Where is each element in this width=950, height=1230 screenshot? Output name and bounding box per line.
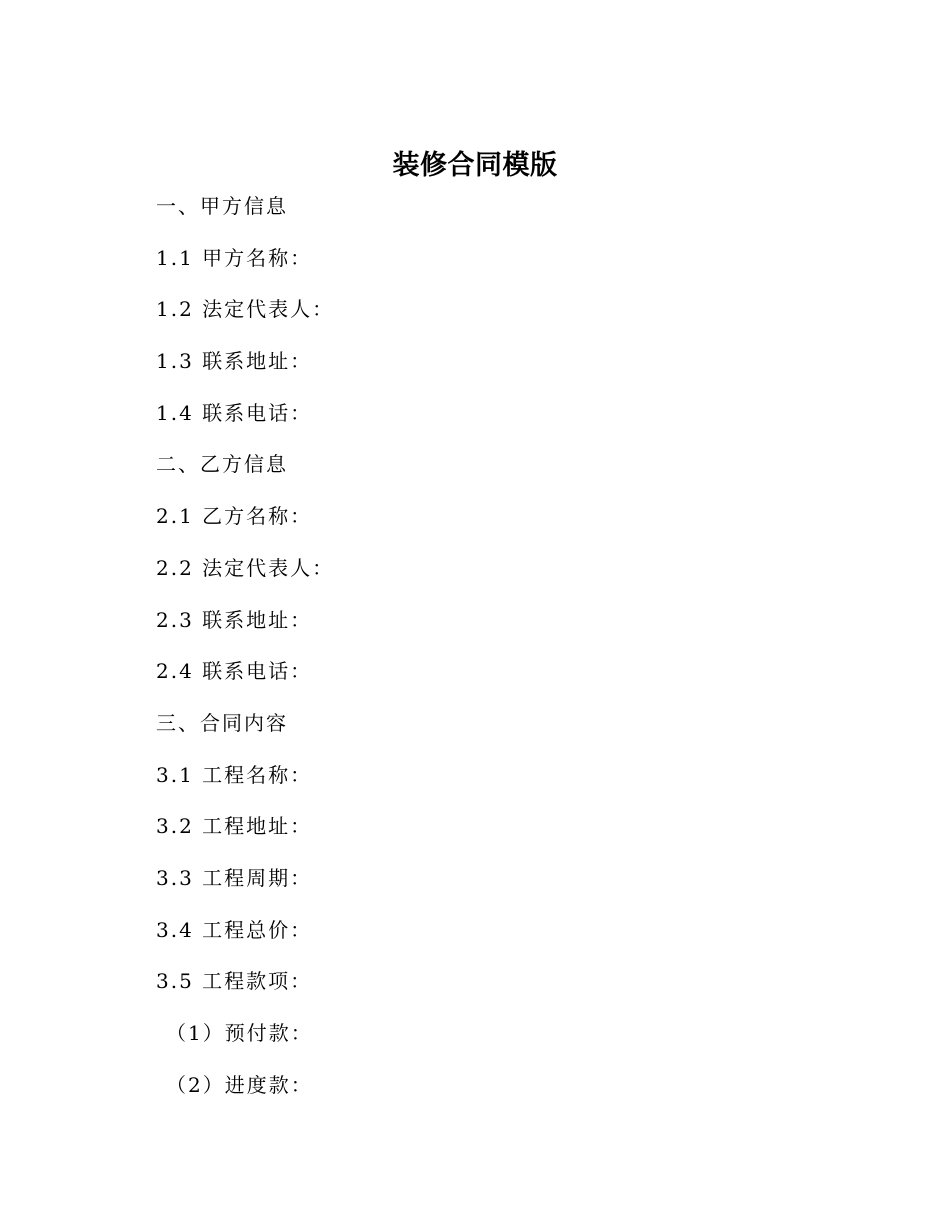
section-heading-party-a: 一、甲方信息	[156, 194, 288, 218]
field-project-period: 3.3 工程周期：	[156, 865, 313, 890]
field-party-b-legal-rep: 2.2 法定代表人：	[156, 555, 335, 580]
field-advance-payment: （1）预付款：	[166, 1021, 313, 1045]
field-project-name: 3.1 工程名称：	[156, 762, 313, 787]
section-heading-party-b: 二、乙方信息	[156, 452, 288, 477]
field-project-total-price: 3.4 工程总价：	[156, 917, 313, 942]
field-project-address: 3.2 工程地址：	[156, 814, 313, 839]
document-title: 装修合同模版	[392, 150, 558, 181]
field-party-a-legal-rep: 1.2 法定代表人：	[156, 297, 335, 322]
field-progress-payment: （2）进度款：	[166, 1072, 313, 1097]
field-project-payments: 3.5 工程款项：	[156, 969, 313, 994]
section-heading-contract-content: 三、合同内容	[156, 710, 288, 735]
field-party-b-address: 2.3 联系地址：	[156, 607, 313, 632]
field-party-a-phone: 1.4 联系电话：	[156, 400, 313, 425]
field-party-a-name: 1.1 甲方名称：	[156, 245, 313, 270]
contract-lines	[156, 186, 796, 1116]
field-party-b-name: 2.1 乙方名称：	[156, 504, 313, 529]
field-party-b-phone: 2.4 联系电话：	[156, 659, 313, 684]
field-party-a-address: 1.3 联系地址：	[156, 349, 313, 374]
